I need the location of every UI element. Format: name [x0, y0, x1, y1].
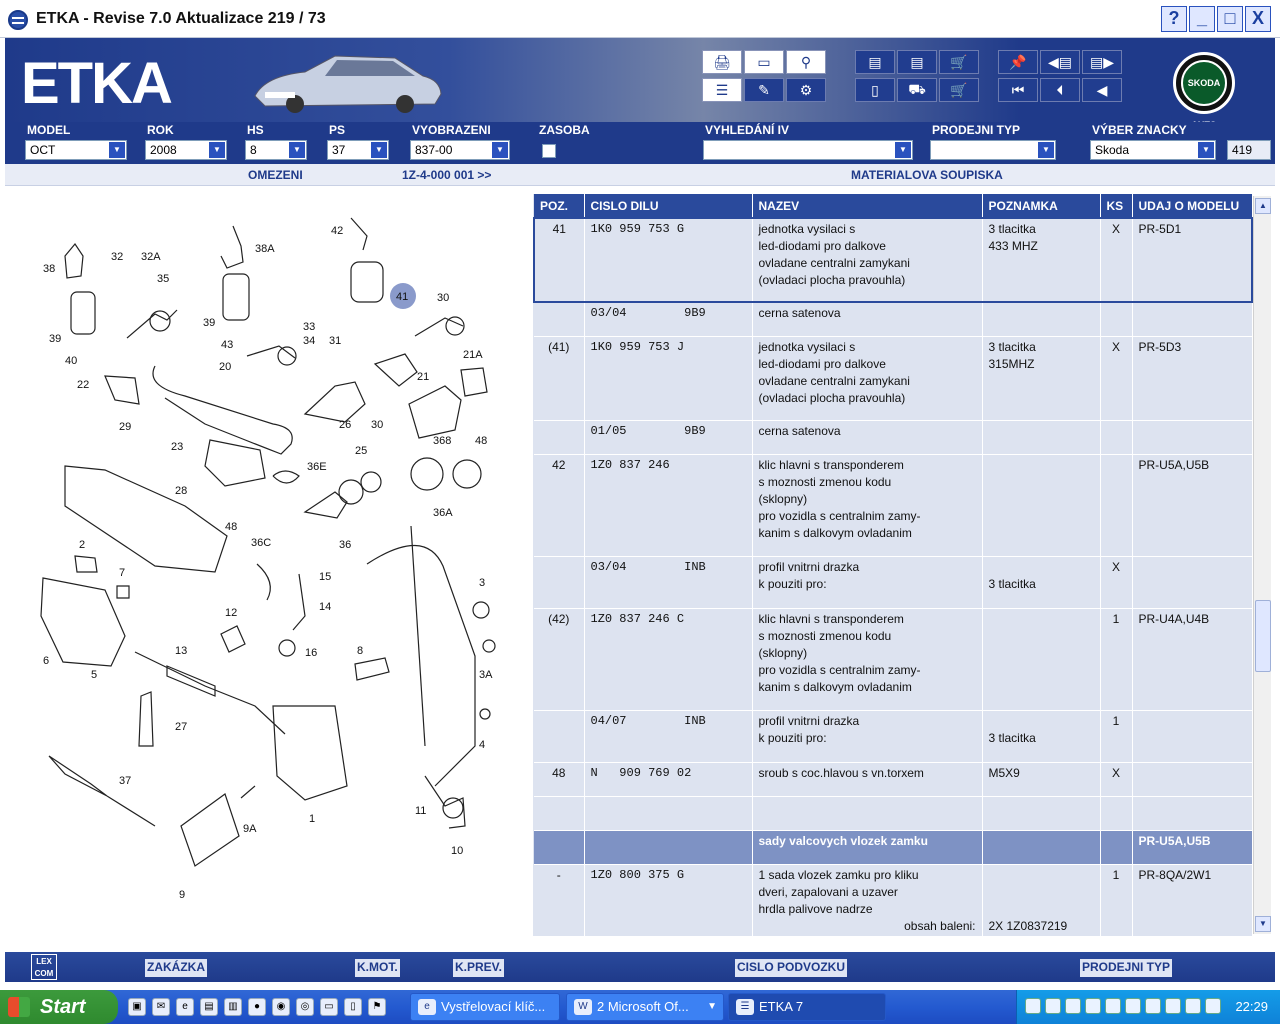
- cell-udaj-o-modelu: PR-5D3: [1132, 336, 1252, 420]
- count-field: 419: [1227, 140, 1271, 160]
- left-icon[interactable]: ◀: [1082, 78, 1122, 102]
- col-cislo-dilu[interactable]: CISLO DILU: [584, 194, 752, 218]
- cell-poz: [534, 710, 584, 762]
- kmot-button[interactable]: K.MOT.: [355, 959, 400, 977]
- clock: 22:29: [1235, 999, 1268, 1014]
- kprev-button[interactable]: K.PREV.: [453, 959, 504, 977]
- cell-ks: 1: [1100, 864, 1132, 936]
- zasoba-label: ZASOBA: [539, 123, 590, 137]
- table-row[interactable]: [534, 218, 1252, 302]
- diagram-label[interactable]: 38A: [255, 243, 275, 255]
- cart-icon[interactable]: 🛒: [939, 50, 979, 74]
- cell-nazev: cerna satenova: [752, 302, 982, 336]
- cell-ks: 1: [1100, 710, 1132, 762]
- vyobrazeni-select[interactable]: 837-00 ▼: [410, 140, 510, 160]
- sub-bar: [5, 164, 1275, 186]
- diagram-label[interactable]: 11: [415, 805, 427, 817]
- cell-cislo-dilu: 01/05 9B9: [584, 420, 752, 454]
- cell-poznamka: [982, 454, 1100, 556]
- cell-cislo-dilu: N 909 769 02: [584, 762, 752, 796]
- cell-poznamka: 3 tlacitka: [982, 556, 1100, 608]
- cislo-podvozku-button[interactable]: CISLO PODVOZKU: [735, 959, 847, 977]
- diagram-label[interactable]: 368: [433, 435, 452, 447]
- tray-icon[interactable]: [1145, 998, 1161, 1014]
- cell-udaj-o-modelu: PR-8QA/2W1: [1132, 864, 1252, 936]
- range-label[interactable]: 1Z-4-000 001 >>: [402, 168, 492, 182]
- model-select[interactable]: OCT ▼: [25, 140, 127, 160]
- diagram-label[interactable]: 16: [305, 647, 318, 659]
- book-icon[interactable]: ▭: [744, 50, 784, 74]
- cell-ks: X: [1100, 556, 1132, 608]
- system-tray: [1016, 990, 1280, 1024]
- diagram-label[interactable]: 3: [479, 577, 486, 589]
- col-ks[interactable]: KS: [1100, 194, 1132, 218]
- diagram-label[interactable]: 7: [119, 567, 126, 579]
- cell-poznamka: [982, 608, 1100, 710]
- parts-table-container: [533, 194, 1253, 936]
- ie-icon[interactable]: e: [176, 998, 194, 1016]
- rok-label: ROK: [147, 123, 174, 137]
- cell-poz: (42): [534, 608, 584, 710]
- obsah-baleni-label: obsah baleni:: [904, 918, 976, 933]
- task-browser[interactable]: e Vystřelovací klíč...: [410, 993, 560, 1021]
- chrome-icon[interactable]: ◎: [296, 998, 314, 1016]
- table-row[interactable]: [534, 420, 1252, 454]
- col-udaj-o-modelu[interactable]: UDAJ O MODELU: [1132, 194, 1252, 218]
- table-header-row: [534, 194, 1252, 218]
- diagram-label[interactable]: 29: [119, 421, 132, 433]
- diagram-label[interactable]: 1: [309, 813, 316, 825]
- chevron-down-icon: ▼: [371, 142, 387, 158]
- explorer-icon[interactable]: ▤: [200, 998, 218, 1016]
- next-page-icon[interactable]: ▤▶: [1082, 50, 1122, 74]
- diagram-label[interactable]: 26: [339, 419, 352, 431]
- cell-udaj-o-modelu: [1132, 420, 1252, 454]
- tray-icon[interactable]: [1065, 998, 1081, 1014]
- cell-poznamka: [982, 420, 1100, 454]
- diagram-label[interactable]: 5: [91, 669, 98, 681]
- table-row[interactable]: [534, 796, 1252, 830]
- chevron-down-icon: ▼: [209, 142, 225, 158]
- filter-bar: [5, 122, 1275, 164]
- etka-logo: ETKA: [21, 51, 171, 116]
- rok-select[interactable]: 2008 ▼: [145, 140, 227, 160]
- table-row[interactable]: [534, 608, 1252, 710]
- skoda-logo: SKODA: [1173, 52, 1235, 114]
- cell-cislo-dilu: 03/04 9B9: [584, 302, 752, 336]
- soupiska-title: MATERIALOVA SOUPISKA: [851, 168, 1003, 182]
- zasoba-checkbox[interactable]: [542, 144, 556, 158]
- diagram-label[interactable]: 34: [303, 335, 316, 347]
- diagram-label[interactable]: 36E: [307, 461, 327, 473]
- cell-cislo-dilu: 1Z0 837 246 C: [584, 608, 752, 710]
- chevron-down-icon: ▼: [707, 1001, 717, 1012]
- cell-cislo-dilu: 1K0 959 753 G: [584, 218, 752, 302]
- table-scrollbar[interactable]: [1253, 196, 1271, 934]
- ps-select[interactable]: 37 ▼: [327, 140, 389, 160]
- diagram-label[interactable]: 37: [119, 775, 132, 787]
- diagram-label[interactable]: 2: [79, 539, 86, 551]
- tray-icon[interactable]: [1025, 998, 1041, 1014]
- minimize-button[interactable]: _: [1189, 6, 1215, 32]
- cell-poznamka: 3 tlacitka 315MHZ: [982, 336, 1100, 420]
- pc-icon[interactable]: ▯: [855, 78, 895, 102]
- zakazka-button[interactable]: ZAKÁZKA: [145, 959, 207, 977]
- depot-icon[interactable]: ▤: [897, 50, 937, 74]
- vyber-select[interactable]: Skoda ▼: [1090, 140, 1216, 160]
- diagram-label[interactable]: 38: [43, 263, 56, 275]
- cell-udaj-o-modelu: [1132, 556, 1252, 608]
- cell-cislo-dilu: 1K0 959 753 J: [584, 336, 752, 420]
- diagram-label[interactable]: 20: [219, 361, 232, 373]
- diagram-label[interactable]: 8: [357, 645, 364, 657]
- vyhledani-select[interactable]: [703, 140, 913, 160]
- first-icon[interactable]: ⏮: [998, 78, 1038, 102]
- diagram-label[interactable]: 6: [43, 655, 50, 667]
- chevron-down-icon: ▼: [492, 142, 508, 158]
- obsah-baleni-value: 2X 1Z0837219: [988, 918, 1068, 933]
- title-bar: [0, 0, 1280, 38]
- etka-app-icon: [8, 10, 28, 30]
- diagram-label[interactable]: 9: [179, 889, 186, 901]
- cell-ks: X: [1100, 336, 1132, 420]
- media-icon[interactable]: ●: [248, 998, 266, 1016]
- omezeni-link[interactable]: OMEZENI: [248, 168, 303, 182]
- cell-nazev: 1 sada vlozek zamku pro kliku dveri, zapalovani a uzaver hrdla palivove nadrze obsah baleni:: [752, 864, 982, 936]
- back-icon[interactable]: ⏴: [1040, 78, 1080, 102]
- table-row[interactable]: [534, 302, 1252, 336]
- diagram-label[interactable]: 48: [225, 521, 238, 533]
- cell-ks: [1100, 302, 1132, 336]
- diagram-label[interactable]: 30: [437, 292, 450, 304]
- cell-nazev: sady valcovych vlozek zamku: [752, 830, 982, 864]
- table-row[interactable]: [534, 454, 1252, 556]
- cell-nazev: profil vnitrni drazka k pouziti pro:: [752, 710, 982, 762]
- cart2-icon[interactable]: 🛒: [939, 78, 979, 102]
- cell-udaj-o-modelu: [1132, 302, 1252, 336]
- tray-icon[interactable]: [1105, 998, 1121, 1014]
- outlook-icon[interactable]: ✉: [152, 998, 170, 1016]
- diagram-label[interactable]: 13: [175, 645, 188, 657]
- ps-label: PS: [329, 123, 346, 137]
- app-icon[interactable]: ▥: [224, 998, 242, 1016]
- diagram-label[interactable]: 41: [396, 291, 409, 303]
- pin-icon[interactable]: 📌: [998, 50, 1038, 74]
- diagram-label[interactable]: 4: [479, 739, 486, 751]
- cell-ks: [1100, 796, 1132, 830]
- windows-logo-icon: [8, 997, 30, 1017]
- elsa-icon[interactable]: ▤: [855, 50, 895, 74]
- cell-nazev: jednotka vysilaci s led-diodami pro dalkove ovladane centralni zamykani (ovladaci plocha pravouhla): [752, 218, 982, 302]
- binoculars-icon[interactable]: ⚲: [786, 50, 826, 74]
- diagram-label[interactable]: 21A: [463, 349, 483, 361]
- cell-ks: 1: [1100, 608, 1132, 710]
- cell-ks: X: [1100, 762, 1132, 796]
- hs-select[interactable]: 8 ▼: [245, 140, 307, 160]
- tree-icon[interactable]: ⚙: [786, 78, 826, 102]
- desktop-icon[interactable]: ▣: [128, 998, 146, 1016]
- cell-poz: 42: [534, 454, 584, 556]
- cell-udaj-o-modelu: PR-5D1: [1132, 218, 1252, 302]
- col-nazev[interactable]: NAZEV: [752, 194, 982, 218]
- cell-poz: -: [534, 864, 584, 936]
- diagram-label[interactable]: 42: [331, 225, 344, 237]
- cell-poznamka: 3 tlacitka 433 MHZ: [982, 218, 1100, 302]
- network-icon[interactable]: ⚑: [368, 998, 386, 1016]
- cell-poz: [534, 420, 584, 454]
- diagram-label[interactable]: 43: [221, 339, 234, 351]
- chevron-down-icon: ▼: [1038, 142, 1054, 158]
- cell-nazev: jednotka vysilaci s led-diodami pro dalkove ovladane centralni zamykani (ovladaci plocha pravouhla): [752, 336, 982, 420]
- ie-icon: e: [418, 999, 436, 1015]
- scroll-thumb[interactable]: [1255, 600, 1271, 672]
- table-row[interactable]: [534, 864, 1252, 936]
- print-icon[interactable]: 🖨: [702, 50, 742, 74]
- diagram-label[interactable]: 28: [175, 485, 188, 497]
- tray-icon[interactable]: [1085, 998, 1101, 1014]
- cell-ks: [1100, 454, 1132, 556]
- vyber-label: VÝBER ZNACKY: [1092, 123, 1187, 137]
- diagram-label[interactable]: 36A: [433, 507, 453, 519]
- cell-cislo-dilu: [584, 830, 752, 864]
- close-button[interactable]: X: [1245, 6, 1271, 32]
- diagram-label[interactable]: 35: [157, 273, 170, 285]
- lexcom-logo: LEX COM: [31, 954, 57, 980]
- diagram-label[interactable]: 21: [417, 371, 430, 383]
- cell-udaj-o-modelu: [1132, 796, 1252, 830]
- cell-poznamka: [982, 864, 1100, 936]
- cell-poz: [534, 556, 584, 608]
- cell-ks: X: [1100, 218, 1132, 302]
- diagram-label[interactable]: 36C: [251, 537, 272, 549]
- cell-cislo-dilu: [584, 796, 752, 830]
- cell-udaj-o-modelu: [1132, 710, 1252, 762]
- diagram-label[interactable]: 12: [225, 607, 238, 619]
- cell-poz: 41: [534, 218, 584, 302]
- cell-poznamka: [982, 302, 1100, 336]
- diagram-label[interactable]: 23: [171, 441, 184, 453]
- diagram-label[interactable]: 39: [49, 333, 62, 345]
- prev-page-icon[interactable]: ◀▤: [1040, 50, 1080, 74]
- diagram-label[interactable]: 10: [451, 845, 464, 857]
- folder-icon[interactable]: ▭: [320, 998, 338, 1016]
- cell-udaj-o-modelu: PR-U4A,U4B: [1132, 608, 1252, 710]
- hs-label: HS: [247, 123, 264, 137]
- diagram-labels: [43, 225, 493, 901]
- table-row[interactable]: [534, 762, 1252, 796]
- cell-ks: [1100, 830, 1132, 864]
- chevron-down-icon: ▼: [1198, 142, 1214, 158]
- cell-poznamka: [982, 830, 1100, 864]
- task-etka[interactable]: ☰ ETKA 7: [728, 993, 886, 1021]
- car-image: [245, 46, 445, 114]
- chevron-down-icon: ▼: [895, 142, 911, 158]
- cell-cislo-dilu: 1Z0 800 375 G: [584, 864, 752, 936]
- cell-poznamka: M5X9: [982, 762, 1100, 796]
- cell-nazev: sroub s coc.hlavou s vn.torxem: [752, 762, 982, 796]
- cell-poz: [534, 302, 584, 336]
- computer-icon[interactable]: ▯: [344, 998, 362, 1016]
- diagram-label[interactable]: 25: [355, 445, 368, 457]
- tray-icon[interactable]: [1205, 998, 1221, 1014]
- prodejni-select[interactable]: [930, 140, 1056, 160]
- table-row[interactable]: [534, 830, 1252, 864]
- vyobrazeni-label: VYOBRAZENI: [412, 123, 491, 137]
- diagram-label[interactable]: 48: [475, 435, 488, 447]
- diagram-label[interactable]: 14: [319, 601, 332, 613]
- cell-poz: 48: [534, 762, 584, 796]
- tray-icon[interactable]: [1045, 998, 1061, 1014]
- diagram-label[interactable]: 32A: [141, 251, 161, 263]
- etka-icon: ☰: [736, 999, 754, 1015]
- vyhledani-label: VYHLEDÁNÍ IV: [705, 123, 790, 137]
- car-icon[interactable]: ⛟: [897, 78, 937, 102]
- cell-nazev: cerna satenova: [752, 420, 982, 454]
- bottom-bar: [5, 952, 1275, 982]
- tray-icon[interactable]: [1125, 998, 1141, 1014]
- cell-nazev: klic hlavni s transponderem s moznosti zmenou kodu (sklopny) pro vozidla s centralnim zamy- kanim s dalkovym ovladanim: [752, 454, 982, 556]
- table-row[interactable]: [534, 710, 1252, 762]
- col-poznamka[interactable]: POZNAMKA: [982, 194, 1100, 218]
- help-button[interactable]: ?: [1161, 6, 1187, 32]
- maximize-button[interactable]: □: [1217, 6, 1243, 32]
- diagram-label[interactable]: 30: [371, 419, 384, 431]
- diagram-label[interactable]: 40: [65, 355, 78, 367]
- cell-cislo-dilu: 03/04 INB: [584, 556, 752, 608]
- start-button[interactable]: Start: [0, 990, 118, 1024]
- office-icon: W: [574, 999, 592, 1015]
- chevron-down-icon: ▼: [109, 142, 125, 158]
- table-row[interactable]: [534, 336, 1252, 420]
- task-office[interactable]: W 2 Microsoft Of... ▼: [566, 993, 724, 1021]
- parts-table: [533, 194, 1253, 936]
- cell-poznamka: 3 tlacitka: [982, 710, 1100, 762]
- diagram-label[interactable]: 39: [203, 317, 216, 329]
- diagram-label[interactable]: 31: [329, 335, 342, 347]
- diagram-label[interactable]: 36: [339, 539, 352, 551]
- diagram-label[interactable]: 32: [111, 251, 124, 263]
- diagram-label[interactable]: 22: [77, 379, 90, 391]
- cell-poz: [534, 796, 584, 830]
- prodejni-label: PRODEJNI TYP: [932, 123, 1021, 137]
- diagram-label[interactable]: 15: [319, 571, 332, 583]
- taskbar: [0, 990, 1280, 1024]
- cell-nazev: [752, 796, 982, 830]
- cell-poznamka: [982, 796, 1100, 830]
- firefox-icon[interactable]: ◉: [272, 998, 290, 1016]
- scroll-down-icon[interactable]: ▼: [1255, 916, 1271, 932]
- list-icon[interactable]: ☰: [702, 78, 742, 102]
- cell-poz: [534, 830, 584, 864]
- window-title: ETKA - Revise 7.0 Aktualizace 219 / 73: [36, 10, 326, 27]
- cell-udaj-o-modelu: [1132, 762, 1252, 796]
- model-label: MODEL: [27, 123, 71, 137]
- table-row[interactable]: [534, 556, 1252, 608]
- cell-cislo-dilu: 04/07 INB: [584, 710, 752, 762]
- diagram-label[interactable]: 27: [175, 721, 188, 733]
- parts-diagram[interactable]: [5, 186, 525, 950]
- cell-poz: (41): [534, 336, 584, 420]
- tray-icon[interactable]: [1185, 998, 1201, 1014]
- col-poz[interactable]: POZ.: [534, 194, 584, 218]
- cell-ks: [1100, 420, 1132, 454]
- cell-udaj-o-modelu: PR-U5A,U5B: [1132, 454, 1252, 556]
- cell-nazev: klic hlavni s transponderem s moznosti zmenou kodu (sklopny) pro vozidla s centralnim zamy- kanim s dalkovym ovladanim: [752, 608, 982, 710]
- cell-udaj-o-modelu: PR-U5A,U5B: [1132, 830, 1252, 864]
- diagram-label[interactable]: 33: [303, 321, 316, 333]
- edit-icon[interactable]: ✎: [744, 78, 784, 102]
- diagram-label[interactable]: 9A: [243, 823, 257, 835]
- chevron-down-icon: ▼: [289, 142, 305, 158]
- diagram-label[interactable]: 3A: [479, 669, 493, 681]
- prodejni-typ-button[interactable]: PRODEJNI TYP: [1080, 959, 1172, 977]
- tray-icon[interactable]: [1165, 998, 1181, 1014]
- scroll-up-icon[interactable]: ▲: [1255, 198, 1271, 214]
- etka-header: [5, 38, 1275, 122]
- cell-nazev: profil vnitrni drazka k pouziti pro:: [752, 556, 982, 608]
- cell-cislo-dilu: 1Z0 837 246: [584, 454, 752, 556]
